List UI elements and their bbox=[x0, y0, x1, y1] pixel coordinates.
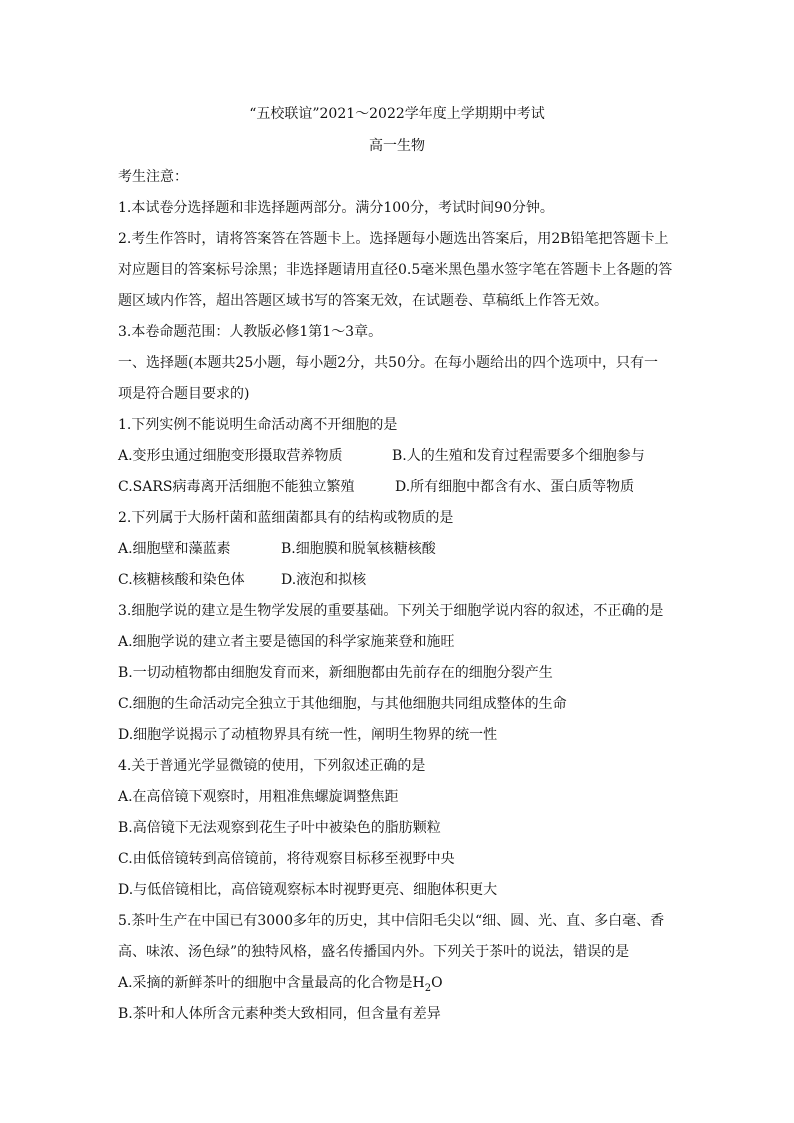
question-5-stem-line-1: 5.茶叶生产在中国已有3000多年的历史，其中信阳毛尖以“细、圆、光、直、多白毫、香 bbox=[118, 913, 665, 929]
section-heading-line-2: 项是符合题目要求的) bbox=[118, 386, 250, 402]
question-1-options-row-1 bbox=[118, 446, 645, 466]
subject-title: 高一生物 bbox=[369, 138, 425, 154]
question-2-option-c: C.核糖核酸和染色体 bbox=[118, 572, 245, 588]
question-3-option-d: D.细胞学说揭示了动植物界具有统一性，阐明生物界的统一性 bbox=[118, 727, 498, 743]
question-2-option-a: A.细胞壁和藻蓝素 bbox=[118, 541, 231, 557]
question-1-stem: 1.下列实例不能说明生命活动离不开细胞的是 bbox=[118, 417, 398, 433]
notice-item-2-line-3: 题区域内作答，超出答题区域书写的答案无效，在试题卷、草稿纸上作答无效。 bbox=[118, 293, 608, 309]
question-4-option-d: D.与低倍镜相比，高倍镜观察标本时视野更亮、细胞体积更大 bbox=[118, 882, 498, 898]
question-5-stem-line-2: 高、味浓、汤色绿”的独特风格，盛名传播国内外。下列关于茶叶的说法，错误的是 bbox=[118, 944, 630, 960]
question-3-option-a: A.细胞学说的建立者主要是德国的科学家施莱登和施旺 bbox=[118, 634, 455, 650]
question-4-option-b: B.高倍镜下无法观察到花生子叶中被染色的脂肪颗粒 bbox=[118, 820, 441, 836]
exam-title: “五校联谊”2021～2022学年度上学期期中考试 bbox=[249, 106, 545, 122]
question-1-options-row-2 bbox=[118, 477, 635, 497]
water-subscript: 2 bbox=[424, 982, 432, 994]
question-1-option-b: B.人的生殖和发育过程需要多个细胞参与 bbox=[392, 448, 645, 464]
question-2-stem: 2.下列属于大肠杆菌和蓝细菌都具有的结构或物质的是 bbox=[118, 510, 454, 526]
question-5-option-a bbox=[118, 973, 443, 993]
notice-heading: 考生注意： bbox=[118, 169, 188, 185]
question-5-option-a-end: O bbox=[431, 975, 443, 991]
question-2-options-row-2 bbox=[118, 570, 367, 590]
question-4-stem: 4.关于普通光学显微镜的使用，下列叙述正确的是 bbox=[118, 758, 426, 774]
question-2-option-d: D.液泡和拟核 bbox=[281, 572, 367, 588]
question-4-option-c: C.由低倍镜转到高倍镜前，将待观察目标移至视野中央 bbox=[118, 851, 455, 867]
question-1-option-a: A.变形虫通过细胞变形摄取营养物质 bbox=[118, 448, 343, 464]
section-heading-line-1: 一、选择题(本题共25小题，每小题2分，共50分。在每小题给出的四个选项中，只有一 bbox=[118, 355, 658, 371]
question-3-option-c: C.细胞的生命活动完全独立于其他细胞，与其他细胞共同组成整体的生命 bbox=[118, 696, 567, 712]
notice-item-2-line-2: 对应题目的答案标号涂黑；非选择题请用直径0.5毫米黑色墨水签字笔在答题卡上各题的答 bbox=[118, 262, 673, 278]
question-4-option-a: A.在高倍镜下观察时，用粗准焦螺旋调整焦距 bbox=[118, 789, 399, 805]
notice-item-1: 1.本试卷分选择题和非选择题两部分。满分100分，考试时间90分钟。 bbox=[118, 200, 554, 216]
question-2-options-row-1 bbox=[118, 539, 436, 559]
notice-item-2-line-1: 2.考生作答时，请将答案答在答题卡上。选择题每小题选出答案后，用2B铅笔把答题卡上 bbox=[118, 231, 669, 247]
question-1-option-c: C.SARS病毒离开活细胞不能独立繁殖 bbox=[118, 479, 355, 495]
question-3-option-b: B.一切动植物都由细胞发育而来，新细胞都由先前存在的细胞分裂产生 bbox=[118, 665, 553, 681]
notice-item-3: 3.本卷命题范围：人教版必修1第1～3章。 bbox=[118, 324, 383, 340]
question-5-option-b: B.茶叶和人体所含元素种类大致相同，但含量有差异 bbox=[118, 1006, 441, 1022]
question-5-option-a-text: A.采摘的新鲜茶叶的细胞中含量最高的化合物是H bbox=[118, 975, 425, 991]
question-2-option-b: B.细胞膜和脱氧核糖核酸 bbox=[281, 541, 436, 557]
question-1-option-d: D.所有细胞中都含有水、蛋白质等物质 bbox=[395, 479, 635, 495]
question-3-stem: 3.细胞学说的建立是生物学发展的重要基础。下列关于细胞学说内容的叙述，不正确的是 bbox=[118, 603, 664, 619]
